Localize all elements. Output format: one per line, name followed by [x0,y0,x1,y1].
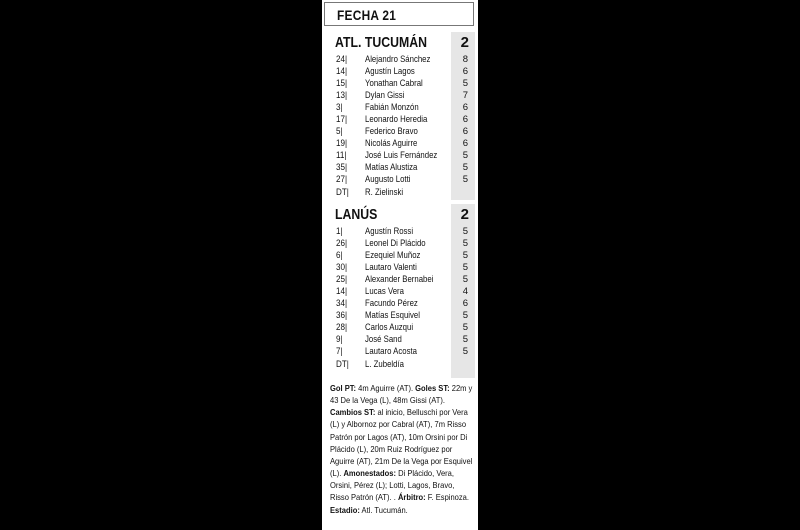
player-number: 30| [336,262,348,274]
player-number: 35| [336,162,348,174]
notes-label: Cambios ST: [330,407,376,418]
player-name: Alejandro Sánchez [365,54,431,65]
player-name: Carlos Auzqui [365,322,414,334]
player-name: Agustín Rossi [365,226,414,237]
player-number: DT| [336,358,349,370]
notes-text: F. Espinoza. [425,492,469,503]
round-header [324,2,474,26]
player-name: Augusto Lotti [365,174,411,186]
player-row [322,126,478,138]
player-rating: 5 [462,274,468,286]
player-number: 11| [336,150,347,162]
notes-label: Goles ST: [415,383,450,393]
player-name: Yonathan Cabral [365,78,423,90]
player-name: R. Zielinski [365,186,404,198]
player-number: 25| [336,274,348,286]
player-name: Alexander Bernabei [365,274,434,286]
player-name: Federico Bravo [365,126,418,138]
player-name: Fabián Monzón [365,102,419,114]
player-number: 27| [336,174,348,186]
team-score: 2 [460,34,469,51]
player-name: L. Zubeldía [365,358,404,370]
player-row [322,150,478,162]
player-number: 36| [336,310,348,322]
notes-label: Árbitro: [397,492,426,503]
player-number: 14| [336,66,348,78]
player-rating: 5 [462,322,468,334]
player-list [322,54,478,199]
player-name: Lautaro Valenti [365,262,417,274]
player-list [322,226,478,371]
player-name: José Sand [365,334,402,346]
player-rating: 6 [462,138,468,150]
player-row [322,174,478,186]
notes-label: Estadio: [330,504,360,515]
notes-text: 22m y 43 De la Vega (L), 48m Gissi (AT). [330,383,473,406]
player-number: 6| [336,250,343,262]
player-name: Lautaro Acosta [365,346,417,358]
round-title: FECHA 21 [337,7,397,23]
notes-text: al inicio, Belluschi por Vera (L) y Albornoz por Cabral (AT), 7m Risso Patrón por Lagos (AT), 10m Orsini por Di Plácido (L), 20m Ruiz Rodríguez por Aguirre (AT), 21m De la Vega por Esquivel (L). [330,407,473,479]
player-rating: 6 [462,114,468,126]
player-name: José Luis Fernández [365,150,438,162]
player-row [322,359,478,371]
player-rating: 7 [462,90,468,102]
player-rating: 5 [462,226,468,237]
player-rating: 5 [462,262,468,274]
player-rating: 5 [462,150,468,162]
player-row [322,138,478,150]
player-row [322,78,478,90]
player-name: Facundo Pérez [365,298,418,310]
player-rating: 6 [462,66,468,78]
player-row [322,238,478,250]
player-row [322,250,478,262]
player-row [322,90,478,102]
team-score: 2 [460,206,469,223]
player-number: 15| [336,78,348,90]
notes-text: Di Plácido, Vera, Orsini, Pérez (L); Lotti, Lagos, Bravo, Risso Patrón (AT). . [330,468,455,503]
player-name: Ezequiel Muñoz [365,250,421,262]
team-block-home [322,32,478,200]
player-rating: 5 [462,250,468,262]
player-number: 19| [336,138,348,150]
notes-label: Amonestados: [343,468,396,479]
player-number: 17| [336,114,348,126]
player-number: 34| [336,298,348,310]
player-number: 3| [336,102,343,114]
player-rating: 5 [462,310,468,322]
player-number: 24| [336,54,348,65]
player-rating: 8 [462,54,468,65]
player-name: Agustín Lagos [365,66,415,78]
player-rating: 5 [462,238,468,250]
team-name: LANÚS [335,206,378,223]
player-name: Matías Esquivel [365,310,420,322]
player-rating: 4 [462,286,468,298]
player-row [322,102,478,114]
player-number: 13| [336,90,348,102]
player-number: 7| [336,346,343,358]
player-rating: 5 [462,78,468,90]
player-row [322,298,478,310]
notes-label: Gol PT: [330,383,357,393]
player-row [322,226,478,238]
player-rating: 5 [462,346,468,358]
player-rating: 5 [462,334,468,346]
player-rating: 6 [462,102,468,114]
player-number: 5| [336,126,343,138]
team-block-away [322,204,478,376]
notes-text: 4m Aguirre (AT). [356,383,416,393]
player-row [322,310,478,322]
notes-text: Atl. Tucumán. [359,504,408,515]
player-number: 14| [336,286,348,298]
player-row [322,346,478,358]
player-name: Dylan Gissi [365,90,405,102]
player-name: Nicolás Aguirre [365,138,418,150]
player-rating: 6 [462,298,468,310]
team-name: ATL. TUCUMÁN [335,34,428,51]
player-row [322,322,478,334]
player-number: DT| [336,186,349,198]
player-number: 26| [336,238,348,250]
player-row [322,114,478,126]
player-name: Leonardo Heredia [365,114,428,126]
player-row [322,187,478,199]
player-row [322,334,478,346]
player-number: 28| [336,322,348,334]
player-rating: 5 [462,162,468,174]
player-row [322,262,478,274]
player-number: 9| [336,334,343,346]
player-row [322,286,478,298]
player-rating: 6 [462,126,468,138]
player-rating: 5 [462,174,468,186]
match-notes [330,382,473,516]
player-row [322,66,478,78]
player-number: 1| [336,226,343,237]
player-row [322,162,478,174]
player-row [322,54,478,66]
player-name: Leonel Di Plácido [365,238,426,250]
match-card [322,0,478,530]
player-name: Matías Alustiza [365,162,418,174]
player-row [322,274,478,286]
player-name: Lucas Vera [365,286,404,298]
